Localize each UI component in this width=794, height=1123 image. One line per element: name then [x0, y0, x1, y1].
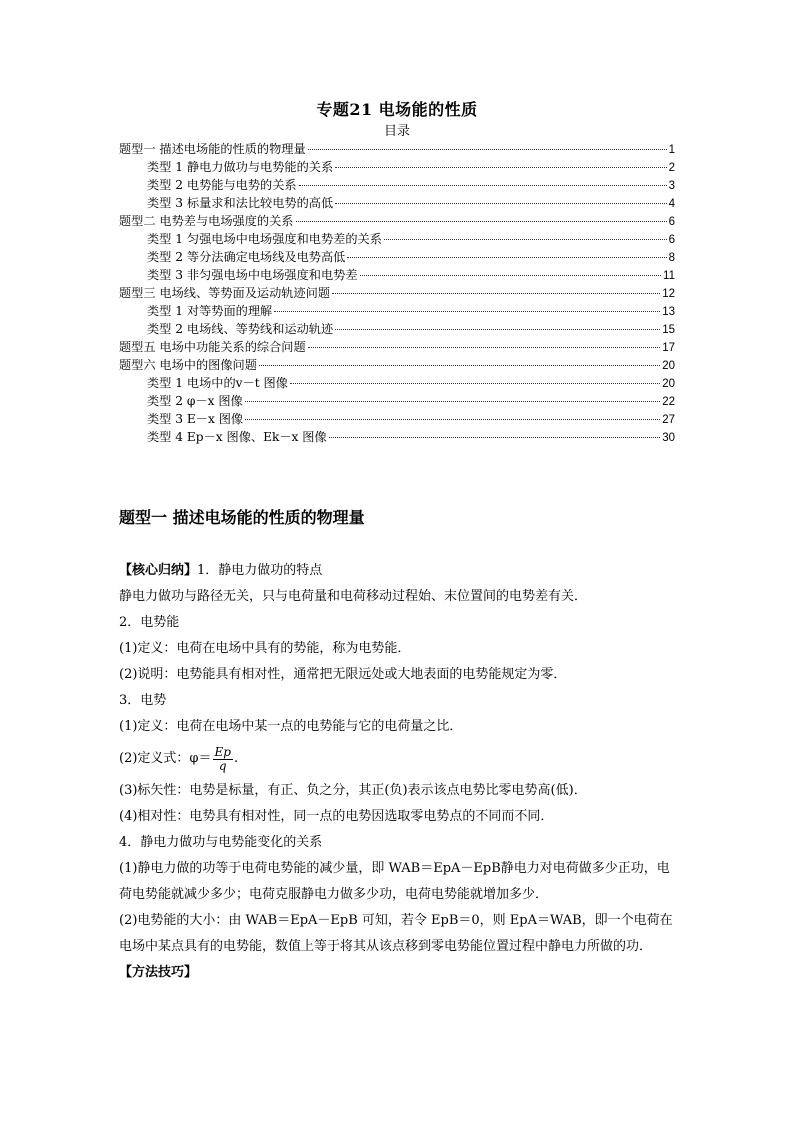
core-summary-first-point: 1．静电力做功的特点: [197, 563, 323, 578]
toc-entry[interactable]: [119, 338, 675, 356]
formula-numerator: Ep: [214, 744, 231, 759]
section-body: [119, 558, 679, 986]
toc-entry-page: 1: [668, 144, 675, 156]
formula-denominator: q: [218, 758, 227, 773]
core-summary-line: [119, 558, 679, 584]
toc-entry-page: 15: [662, 324, 675, 336]
formula-suffix: .: [233, 751, 239, 766]
toc-entry-page: 6: [668, 234, 675, 246]
core-summary-label: 【核心归纳】: [119, 563, 198, 578]
toc-entry[interactable]: [119, 284, 675, 302]
toc-leader-dots: [335, 203, 666, 204]
document-title: 专题21 电场能的性质: [316, 100, 478, 119]
toc-entry[interactable]: [119, 176, 675, 194]
toc-entry-label: 类型 1 对等势面的理解: [147, 304, 273, 318]
toc-entry-label: 类型 4 Ep－x 图像、Ek－x 图像: [147, 430, 327, 444]
toc-leader-dots: [332, 293, 660, 294]
toc-entry[interactable]: [119, 158, 675, 176]
toc-entry[interactable]: [119, 140, 675, 158]
table-of-contents: [119, 140, 675, 446]
toc-entry-label: 类型 2 电势能与电势的关系: [147, 178, 297, 192]
heading-potential: 3．电势: [119, 693, 167, 708]
paragraph-pe-definition: (1)定义：电荷在电场中具有的势能，称为电势能．: [119, 641, 411, 656]
toc-entry-page: 2: [668, 162, 675, 174]
toc-entry[interactable]: [119, 194, 675, 212]
toc-entry-page: 11: [663, 270, 675, 282]
toc-leader-dots: [296, 221, 667, 222]
toc-entry[interactable]: [119, 248, 675, 266]
toc-entry-page: 27: [662, 414, 675, 426]
toc-leader-dots: [308, 149, 667, 150]
toc-entry-page: 12: [662, 288, 675, 300]
heading-potential-energy: 2．电势能: [119, 615, 180, 630]
toc-entry[interactable]: [119, 230, 675, 248]
paragraph-work-energy-2: (2)电势能的大小：由 WAB＝EpA－EpB 可知，若令 EpB＝0，则 EpA＝WAB，即一个电荷在电场中某点具有的电势能，数值上等于将其从该点移到零电势能位置过程中静电力所做的功．: [119, 913, 673, 954]
toc-leader-dots: [259, 365, 660, 366]
toc-entry-label: 类型 3 E－x 图像: [147, 412, 244, 426]
toc-entry-label: 题型三 电场线、等势面及运动轨迹问题: [119, 286, 331, 300]
toc-entry-page: 17: [662, 342, 675, 354]
toc-heading: 目录: [383, 124, 410, 139]
paragraph-work-path: 静电力做功与路径无关，只与电荷量和电荷移动过程始、末位置间的电势差有关．: [119, 589, 588, 604]
toc-leader-dots: [290, 383, 660, 384]
toc-leader-dots: [347, 257, 666, 258]
paragraph-potential-definition: (1)定义：电荷在电场中某一点的电势能与它的电荷量之比．: [119, 719, 463, 734]
toc-entry-label: 题型六 电场中的图像问题: [119, 358, 257, 372]
toc-entry[interactable]: [119, 212, 675, 230]
formula-prefix: (2)定义式：φ＝: [119, 751, 212, 766]
toc-leader-dots: [329, 437, 661, 438]
toc-entry-label: 类型 2 电场线、等势线和运动轨迹: [147, 322, 334, 336]
toc-entry-label: 类型 1 电场中的v－t 图像: [147, 376, 288, 390]
toc-leader-dots: [299, 185, 667, 186]
toc-entry[interactable]: [119, 374, 675, 392]
toc-entry-page: 20: [662, 360, 675, 372]
toc-leader-dots: [308, 347, 661, 348]
paragraph-potential-scalar: (3)标矢性：电势是标量，有正、负之分，其正(负)表示该点电势比零电势高(低)．: [119, 783, 587, 798]
section-title: 题型一 描述电场能的性质的物理量: [119, 508, 365, 527]
toc-entry-page: 22: [662, 396, 675, 408]
toc-entry-label: 类型 2 等分法确定电场线及电势高低: [147, 250, 346, 264]
toc-leader-dots: [245, 401, 660, 402]
toc-leader-dots: [274, 311, 660, 312]
paragraph-pe-note: (2)说明：电势能具有相对性，通常把无限远处或大地表面的电势能规定为零．: [119, 667, 567, 682]
toc-entry-page: 4: [668, 198, 675, 210]
toc-entry[interactable]: [119, 428, 675, 446]
toc-leader-dots: [245, 419, 660, 420]
toc-entry-label: 题型二 电势差与电场强度的关系: [119, 214, 294, 228]
potential-formula: [119, 740, 679, 778]
formula-fraction: [213, 746, 233, 773]
toc-leader-dots: [335, 329, 660, 330]
toc-entry-page: 8: [668, 252, 675, 264]
paragraph-potential-relative: (4)相对性：电势具有相对性，同一点的电势因选取零电势点的不同而不同．: [119, 809, 554, 824]
toc-entry[interactable]: [119, 392, 675, 410]
toc-entry-label: 题型一 描述电场能的性质的物理量: [119, 142, 306, 156]
toc-leader-dots: [360, 275, 662, 276]
toc-entry[interactable]: [119, 320, 675, 338]
toc-entry[interactable]: [119, 266, 675, 284]
toc-entry-label: 题型五 电场中功能关系的综合问题: [119, 340, 306, 354]
toc-entry-label: 类型 3 标量求和法比较电势的高低: [147, 196, 334, 210]
toc-entry[interactable]: [119, 302, 675, 320]
toc-entry-page: 20: [662, 378, 675, 390]
method-tips-label: 【方法技巧】: [119, 965, 198, 980]
paragraph-work-energy-1: (1)静电力做的功等于电荷电势能的减少量，即 WAB＝EpA－EpB静电力对电荷做多少正功，电荷电势能就减少多少；电荷克服静电力做多少功，电荷电势能就增加多少．: [119, 861, 670, 902]
toc-entry-label: 类型 2 φ－x 图像: [147, 394, 243, 408]
toc-leader-dots: [335, 167, 666, 168]
toc-entry-page: 6: [668, 216, 675, 228]
toc-entry-label: 类型 1 匀强电场中电场强度和电势差的关系: [147, 232, 382, 246]
toc-entry[interactable]: [119, 410, 675, 428]
toc-leader-dots: [384, 239, 667, 240]
heading-work-energy-relation: 4．静电力做功与电势能变化的关系: [119, 835, 323, 850]
toc-entry-page: 3: [668, 180, 675, 192]
toc-entry-label: 类型 1 静电力做功与电势能的关系: [147, 160, 334, 174]
toc-entry-page: 30: [662, 432, 675, 444]
toc-entry-page: 13: [662, 306, 675, 318]
toc-entry[interactable]: [119, 356, 675, 374]
toc-entry-label: 类型 3 非匀强电场中电场强度和电势差: [147, 268, 358, 282]
